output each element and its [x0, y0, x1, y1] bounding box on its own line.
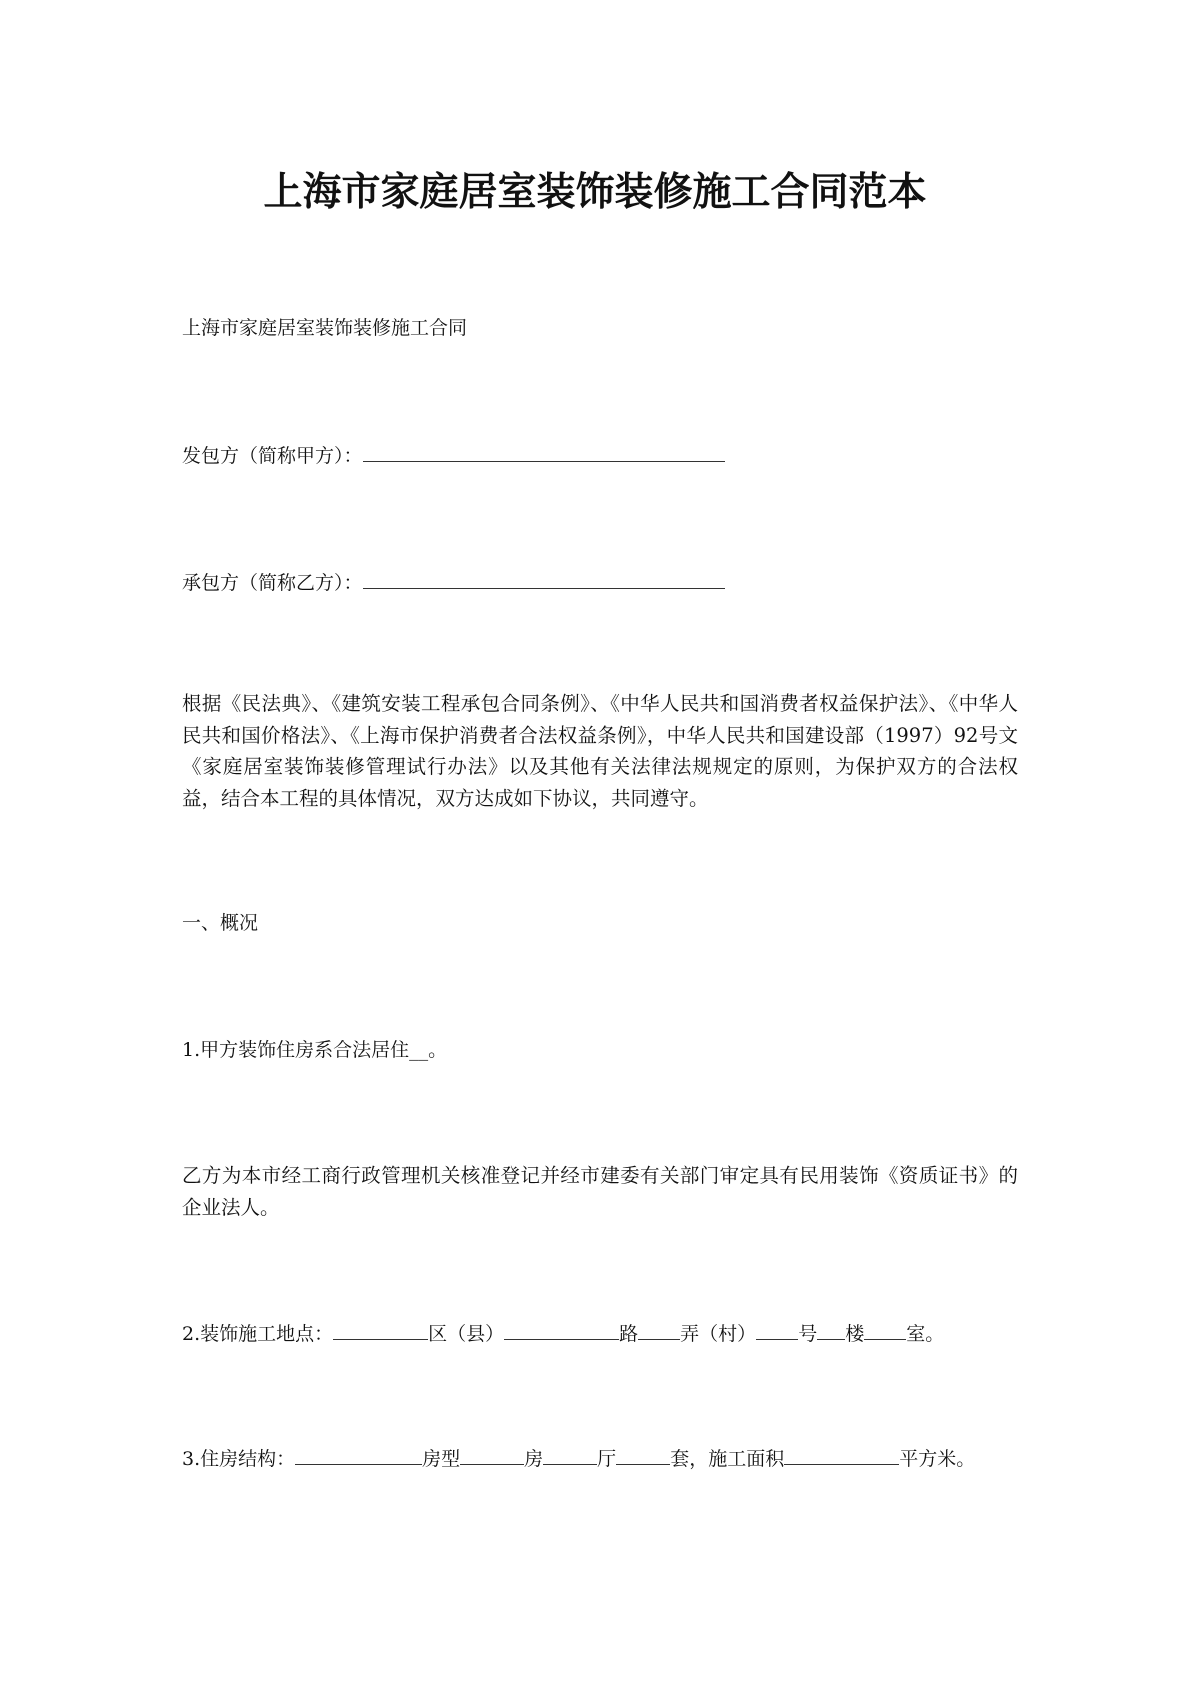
- road-label: 路: [619, 1323, 639, 1345]
- party-b-label: 承包方（简称乙方）：: [182, 572, 363, 594]
- rooms-label: 房: [524, 1448, 544, 1470]
- number-label: 号: [798, 1323, 818, 1345]
- building-label: 楼: [845, 1323, 865, 1345]
- party-b-blank[interactable]: [363, 570, 725, 589]
- building-blank[interactable]: [817, 1321, 845, 1340]
- district-blank[interactable]: [333, 1321, 428, 1340]
- room-blank[interactable]: [864, 1321, 906, 1340]
- lane-blank[interactable]: [638, 1321, 680, 1340]
- party-a-blank[interactable]: [363, 443, 725, 462]
- rooms-blank[interactable]: [543, 1446, 597, 1465]
- lane-label: 弄（村）: [680, 1323, 757, 1345]
- structure-blank[interactable]: [295, 1446, 422, 1465]
- item-1: 1.甲方装饰住房系合法居住__。: [182, 1039, 448, 1061]
- party-a-label: 发包方（简称甲方）：: [182, 445, 363, 467]
- suite-label: 套，施工面积: [670, 1448, 785, 1470]
- type-blank[interactable]: [460, 1446, 524, 1465]
- area-blank[interactable]: [784, 1446, 899, 1465]
- number-blank[interactable]: [756, 1321, 798, 1340]
- type-label: 房型: [422, 1448, 461, 1470]
- road-blank[interactable]: [504, 1321, 619, 1340]
- area-unit-label: 平方米。: [899, 1448, 976, 1470]
- document-title: 上海市家庭居室装饰装修施工合同范本: [263, 169, 927, 215]
- item-3-label: 3.住房结构：: [182, 1448, 296, 1470]
- room-label: 室。: [906, 1323, 945, 1345]
- halls-blank[interactable]: [616, 1446, 670, 1465]
- halls-label: 厅: [597, 1448, 617, 1470]
- item-3-structure: [182, 1446, 975, 1471]
- contract-subtitle: 上海市家庭居室装饰装修施工合同: [182, 317, 468, 339]
- preamble-paragraph: 根据《民法典》、《建筑安装工程承包合同条例》、《中华人民共和国消费者权益保护法》、《中华人民共和国价格法》、《上海市保护消费者合法权益条例》，中华人民共和国建设部（1997）92号文《家庭居室装饰装修管理试行办法》以及其他有关法律法规规定的原则，为保护双方的合法权益，结合本工程的具体情况，双方达成如下协议，共同遵守。: [182, 692, 1018, 810]
- section-heading-overview: 一、概况: [182, 912, 259, 934]
- district-label: 区（县）: [428, 1323, 505, 1345]
- party-a-line: [182, 443, 725, 468]
- item-2-address: [182, 1321, 944, 1346]
- item-2-label: 2.装饰施工地点：: [182, 1323, 334, 1345]
- party-b-description: 乙方为本市经工商行政管理机关核准登记并经市建委有关部门审定具有民用装饰《资质证书》的企业法人。: [182, 1164, 1018, 1219]
- party-b-line: [182, 570, 725, 595]
